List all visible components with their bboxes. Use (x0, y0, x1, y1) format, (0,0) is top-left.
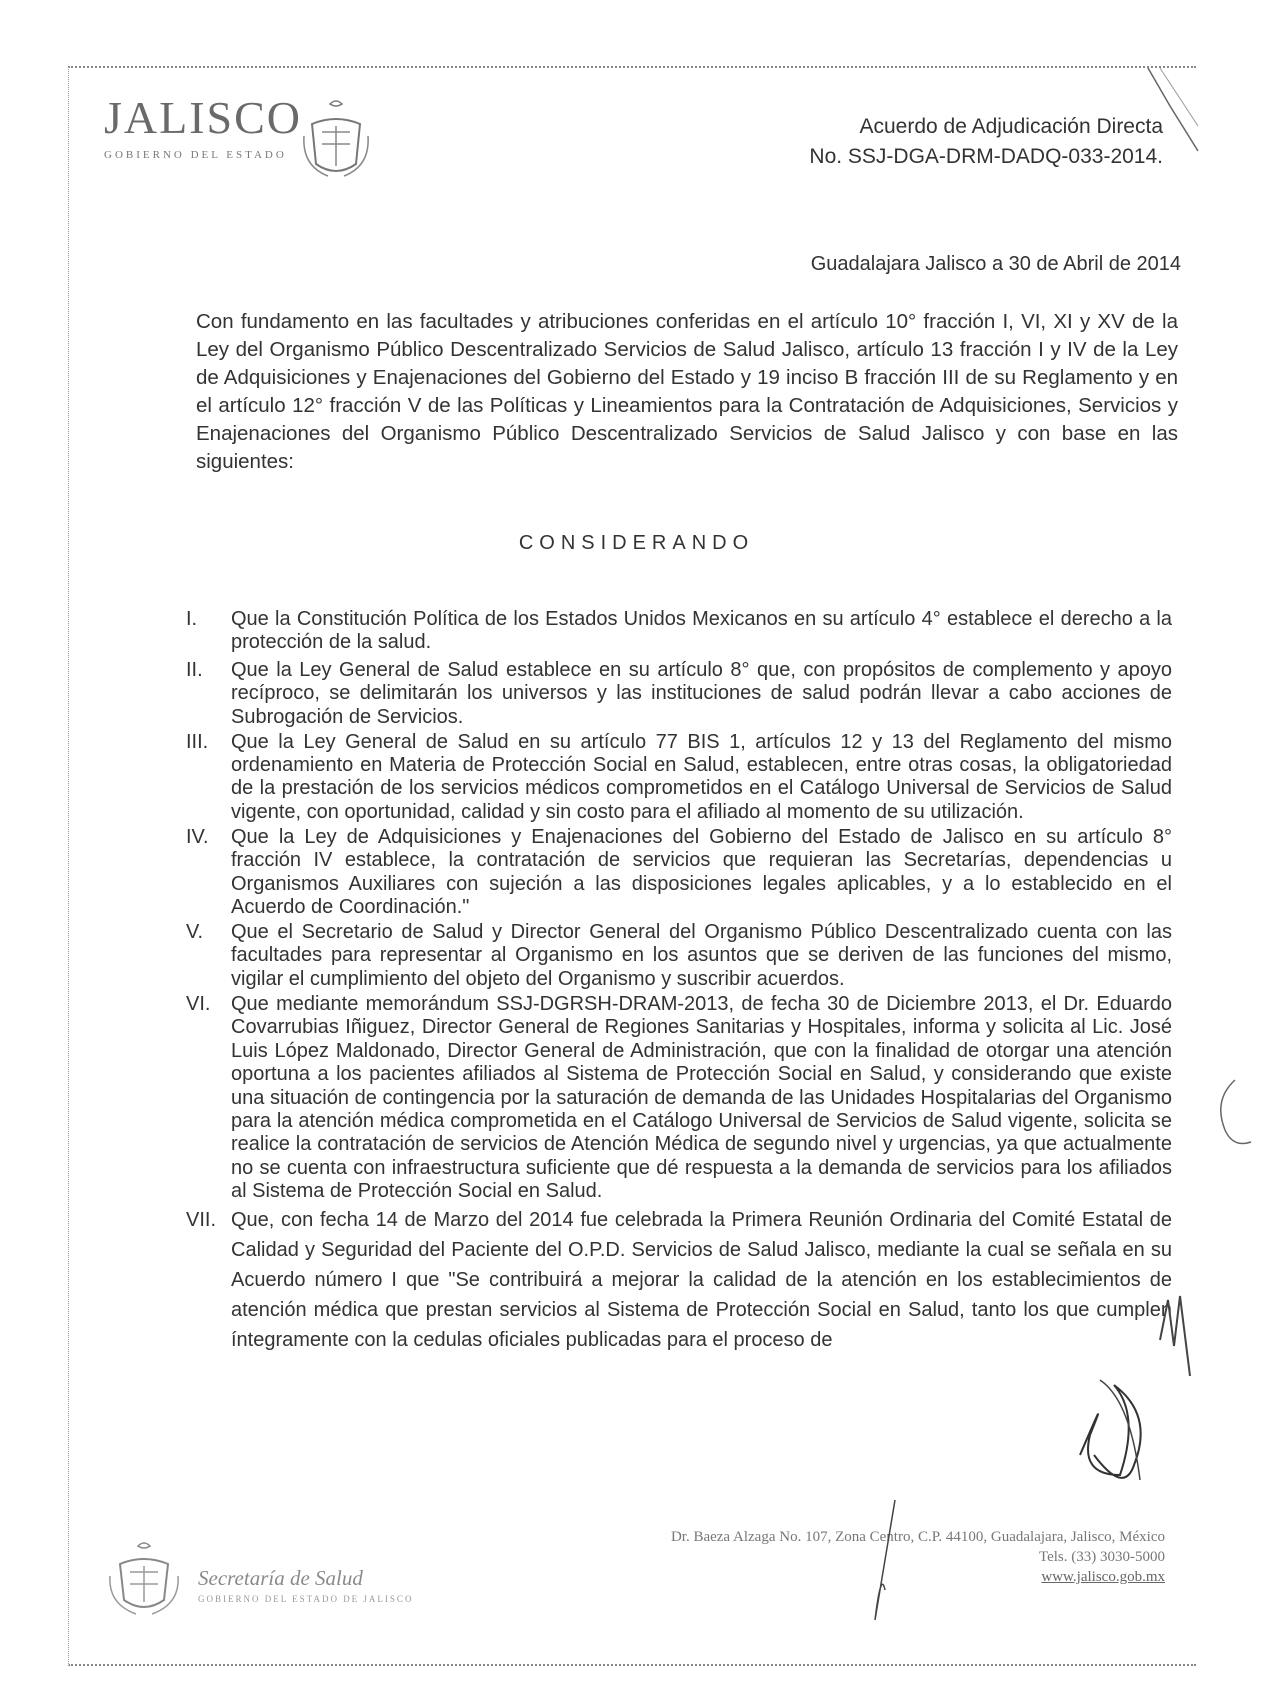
pen-stroke (875, 1500, 895, 1620)
item-number: III. (186, 730, 209, 753)
margin-parenthesis-mark (1221, 1080, 1251, 1144)
signature-mark (1080, 1385, 1141, 1478)
document-date: Guadalajara Jalisco a 30 de Abril de 2014 (810, 253, 1181, 275)
item-text: Que la Ley General de Salud en su artículo 77 BIS 1, artículos 12 y 13 del Reglamento del mismo ordenamiento en Materia de Protección Social en Salud, establecen, entre otras cosas, la obligatoriedad de la prestación de los servicios médicos comprometidos en el Catálogo Universal de Servicios de Salud vigente, con oportunidad, calidad y sin costo para el afiliado al momento de su utilización. (231, 730, 1172, 823)
item-number: VII. (186, 1209, 217, 1232)
item-number: IV. (186, 825, 209, 848)
margin-initial-mark (1160, 1296, 1190, 1376)
secretaria-salud-name: Secretaría de Salud (198, 1566, 363, 1590)
item-number: I. (186, 608, 198, 630)
item-text: Que la Ley de Adquisiciones y Enajenaciones del Gobierno del Estado de Jalisco en su artículo 8° fracción IV establece, la contratación de servicios que requieran las Secretarías, dependencias u Organismos Auxiliares con sujeción a las disposiciones legales aplicables, y a lo establecido en el Acuerdo de Coordinación." (231, 825, 1172, 919)
item-text: Que la Ley General de Salud establece en su artículo 8° que, con propósitos de complemento y apoyo recíproco, se delimitarán los universos y las instituciones de salud podrán llevar a cabo acciones de Subrogación de Servicios. (231, 658, 1172, 728)
item-text: Que el Secretario de Salud y Director General del Organismo Público Descentralizado cuenta con las facultades para representar al Organismo en los asuntos que se deriven de las funciones del mismo, vigilar el cumplimiento del objeto del Organismo y suscribir acuerdos. (231, 921, 1172, 990)
footer-address: Dr. Baeza Alzaga No. 107, Zona Centro, C.P. 44100, Guadalajara, Jalisco, México (670, 1529, 1165, 1545)
item-number: V. (186, 921, 204, 944)
footer-phone: Tels. (33) 3030-5000 (1038, 1549, 1165, 1565)
item-text: Que la Constitución Política de los Estados Unidos Mexicanos en su artículo 4° establece el derecho a la protección de la salud. (231, 608, 1172, 654)
secretaria-salud-subtitle: GOBIERNO DEL ESTADO DE JALISCO (198, 1594, 414, 1604)
agreement-number: No. SSJ-DGA-DRM-DADQ-033-2014. (809, 145, 1163, 168)
item-text: Que, con fecha 14 de Marzo del 2014 fue celebrada la Primera Reunión Ordinaria del Comité Estatal de Calidad y Seguridad del Paciente del O.P.D. Servicios de Salud Jalisco, mediante la cual se señala en su Acuerdo número I que "Se contribuirá a mejorar la calidad de la atención en los establecimientos de atención médica que prestan servicios al Sistema de Protección Social en Salud, tanto los que cumplen íntegramente con la cedulas oficiales publicadas para el proceso de (231, 1209, 1172, 1352)
intro-paragraph: Con fundamento en las facultades y atribuciones conferidas en el artículo 10° fracción I, VI, XI y XV de la Ley del Organismo Público Descentralizado Servicios de Salud Jalisco, artículo 13 fracción I y IV de la Ley de Adquisiciones y Enajenaciones del Gobierno del Estado y 19 inciso B fracción III de su Reglamento y en el artículo 12° fracción V de las Políticas y Lineamientos para la Contratación de Adquisiciones, Servicios y Enajenaciones del Organismo Público Descentralizado Servicios de Salud Jalisco y con base en las siguientes: (196, 310, 1178, 473)
agreement-title: Acuerdo de Adjudicación Directa (859, 115, 1163, 138)
item-text: Que mediante memorándum SSJ-DGRSH-DRAM-2013, de fecha 30 de Diciembre 2013, el Dr. Eduardo Covarrubias Iñiguez, Director General de Regiones Sanitarias y Hospitales, informa y solicita al Lic. José Luis López Maldonado, Director General de Administración, que con la finalidad de otorgar una atención oportuna a los pacientes afiliados al Sistema de Protección Social en Salud, y considerando que existe una situación de contingencia por la saturación de demanda de las Unidades Hospitalarias del Organismo para la atención médica comprometida en el Catálogo Universal de Servicios de Salud vigente, solicita se realice la contratación de servicios de Atención Médica de segundo nivel y urgencias, ya que actualmente no se cuenta con infraestructura suficiente que dé respuesta a la demanda de servicios para los afiliados al Sistema de Protección Social en Salud. (231, 992, 1172, 1203)
footer-website-link[interactable]: www.jalisco.gob.mx (1041, 1569, 1165, 1585)
logo-title: JALISCO (104, 92, 303, 143)
logo-subtitle: GOBIERNO DEL ESTADO (104, 149, 287, 161)
section-heading: CONSIDERANDO (518, 532, 755, 554)
item-number: II. (186, 658, 203, 681)
item-number: VI. (186, 992, 211, 1015)
